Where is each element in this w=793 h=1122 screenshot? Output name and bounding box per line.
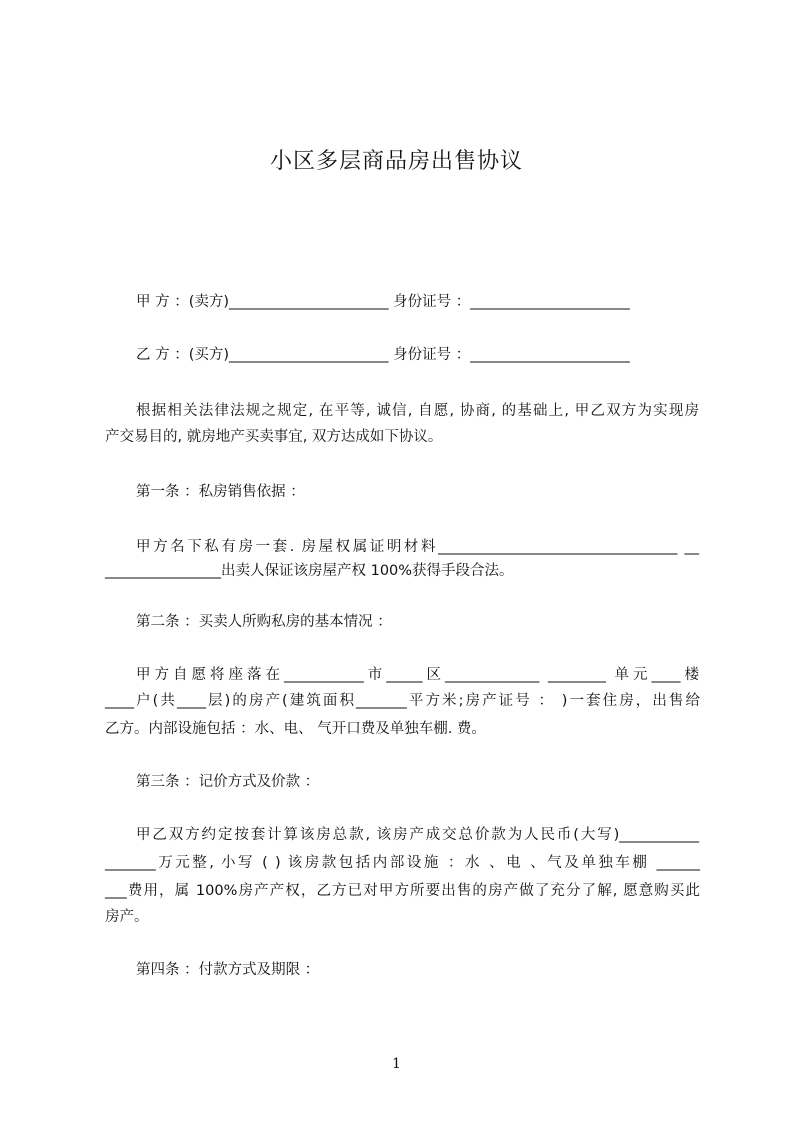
article-3-line-4: 房产。 bbox=[105, 909, 149, 925]
article-3-line-3: ___费用，属 100%房产产权，乙方已对甲方所要出售的房产做了充分了解, 愿意购买此 bbox=[105, 883, 700, 899]
article-1-line-1: 甲方名下私有房一套. 房屋权属证明材料_________________________________ __ bbox=[136, 539, 699, 555]
article-2-line-1: 甲方自愿将座落在___________市_____区_____________ ________ 单元____楼 bbox=[136, 667, 699, 683]
article-1-heading: 第一条 ：私房销售依据 ： bbox=[136, 484, 305, 500]
article-1-line-2: ________________出卖人保证该房屋产权 100%获得手段合法。 bbox=[105, 563, 514, 579]
page-number: 1 bbox=[392, 1056, 401, 1072]
intro-line-1: 根据相关法律法规之规定, 在平等, 诚信, 自愿, 协商, 的基础上, 甲乙双方为实现房 bbox=[136, 403, 699, 419]
intro-line-2: 产交易目的, 就房地产买卖事宜, 双方达成如下协议。 bbox=[105, 429, 443, 445]
article-2-line-2: ____户(共____层)的房产(建筑面积_______平方米;房产证号 ： )一套住房，出售给 bbox=[105, 693, 700, 709]
party-a-line: 甲 方 ：(卖方)______________________ 身份证号 ：______________________ bbox=[136, 294, 630, 310]
article-3-heading: 第三条 ：记价方式及价款 ： bbox=[136, 774, 320, 790]
article-3-line-1: 甲乙双方约定按套计算该房总款, 该房产成交总价款为人民币(大写)___________ bbox=[136, 827, 699, 843]
party-b-line: 乙 方 ：(买方)______________________ 身份证号 ：______________________ bbox=[136, 347, 630, 363]
article-4-heading: 第四条 ：付款方式及期限 ： bbox=[136, 962, 320, 978]
document-title: 小区多层商品房出售协议 bbox=[269, 149, 523, 174]
article-2-heading: 第二条 ：买卖人所购私房的基本情况 ： bbox=[136, 614, 392, 630]
article-3-line-2: _______万元整, 小写 ( ) 该房款包括内部设施 ：水 、电 、气及单独车棚 ______ bbox=[105, 855, 700, 871]
article-2-line-3: 乙方。内部设施包括 ：水、电、 气开口费及单独车棚. 费。 bbox=[105, 721, 486, 737]
